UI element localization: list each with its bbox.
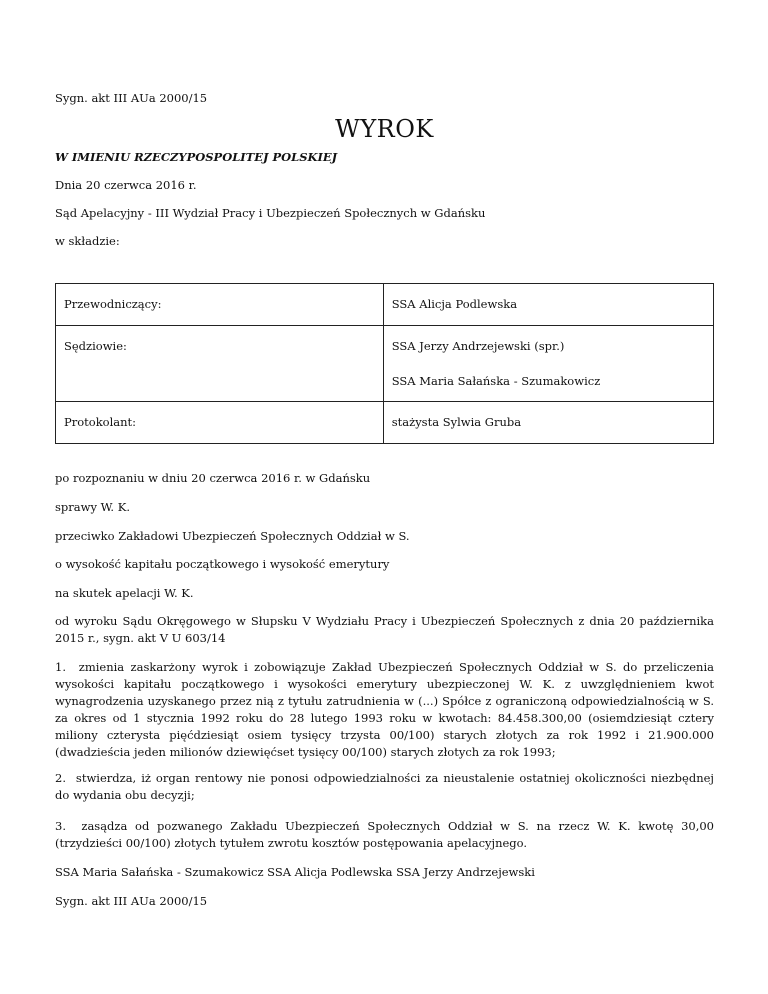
- appealed-judgment: od wyroku Sądu Okręgowego w Słupsku V Wydziału Pracy i Ubezpieczeń Społecznych z dnia 20 października 2015 r., sygn. akt V U 603/14: [55, 614, 714, 645]
- judge-name: SSA Maria Sałańska - Szumakowicz: [391, 374, 601, 388]
- judgment-heading: W IMIENIU RZECZYPOSPOLITEJ POLSKIEJ: [55, 150, 338, 164]
- table-row: [56, 326, 714, 402]
- hearing-line: po rozpoznaniu w dniu 20 czerwca 2016 r. w Gdańsku: [55, 471, 371, 485]
- opposing-party: przeciwko Zakładowi Ubezpieczeń Społecznych Oddział w S.: [55, 529, 410, 543]
- case-subject: o wysokość kapitału początkowego i wysokość emerytury: [55, 557, 390, 571]
- signatures: SSA Maria Sałańska - Szumakowicz SSA Alicja Podlewska SSA Jerzy Andrzejewski: [55, 865, 535, 879]
- ruling-point-1: 1. zmienia zaskarżony wyrok i zobowiązuje Zakład Ubezpieczeń Społecznych Oddział w S. do przeliczenia wysokości kapitału początkowego i wysokości emerytury ubezpieczonej W. K. z uwzględnieniem kwot wynagrodzenia uzyskanego przez nią z tytułu zatrudnienia w (...) Spółce z ograniczoną odpowiedzialnością w S. za okres od 1 stycznia 1992 roku do 28 lutego 1993 roku w kwotach: 84.458.300,00 (osiemdziesiąt cztery miliony czterysta pięćdziesiąt osiem tysięcy trzysta 00/100) starych złotych za rok 1992 i 21.900.000 (dwadzieścia jeden milionów dziewięćset tysięcy 00/100) starych złotych za rok 1993;: [55, 660, 714, 759]
- table-row: [56, 284, 714, 326]
- ruling-point-3: 3. zasądza od pozwanego Zakładu Ubezpieczeń Społecznych Oddział w S. na rzecz W. K. kwotę 30,00 (trzydzieści 00/100) złotych tytułem zwrotu kosztów postępowania apelacyjnego.: [55, 819, 714, 850]
- court-composition-table: [55, 283, 714, 444]
- document-title: WYROK: [335, 115, 434, 143]
- presiding-label: Przewodniczący:: [56, 284, 384, 326]
- clerk-name: stażysta Sylwia Gruba: [383, 402, 713, 444]
- judges-cell: [383, 326, 713, 402]
- appeal-line: na skutek apelacji W. K.: [55, 586, 194, 600]
- table-row: [56, 402, 714, 444]
- presiding-judge: SSA Alicja Podlewska: [383, 284, 713, 326]
- judges-label: Sędziowie:: [56, 326, 384, 402]
- composition-intro: w składzie:: [55, 234, 120, 248]
- court-name: Sąd Apelacyjny - III Wydział Pracy i Ubezpieczeń Społecznych w Gdańsku: [55, 206, 486, 220]
- judgment-date: Dnia 20 czerwca 2016 r.: [55, 178, 197, 192]
- case-party: sprawy W. K.: [55, 500, 130, 514]
- judge-name: SSA Jerzy Andrzejewski (spr.): [391, 339, 565, 353]
- clerk-label: Protokolant:: [56, 402, 384, 444]
- case-reference-bottom: Sygn. akt III AUa 2000/15: [55, 894, 208, 908]
- case-reference: Sygn. akt III AUa 2000/15: [55, 91, 208, 105]
- ruling-point-2: 2. stwierdza, iż organ rentowy nie ponosi odpowiedzialności za nieustalenie ostatniej okoliczności niezbędnej do wydania obu decyzji;: [55, 771, 714, 802]
